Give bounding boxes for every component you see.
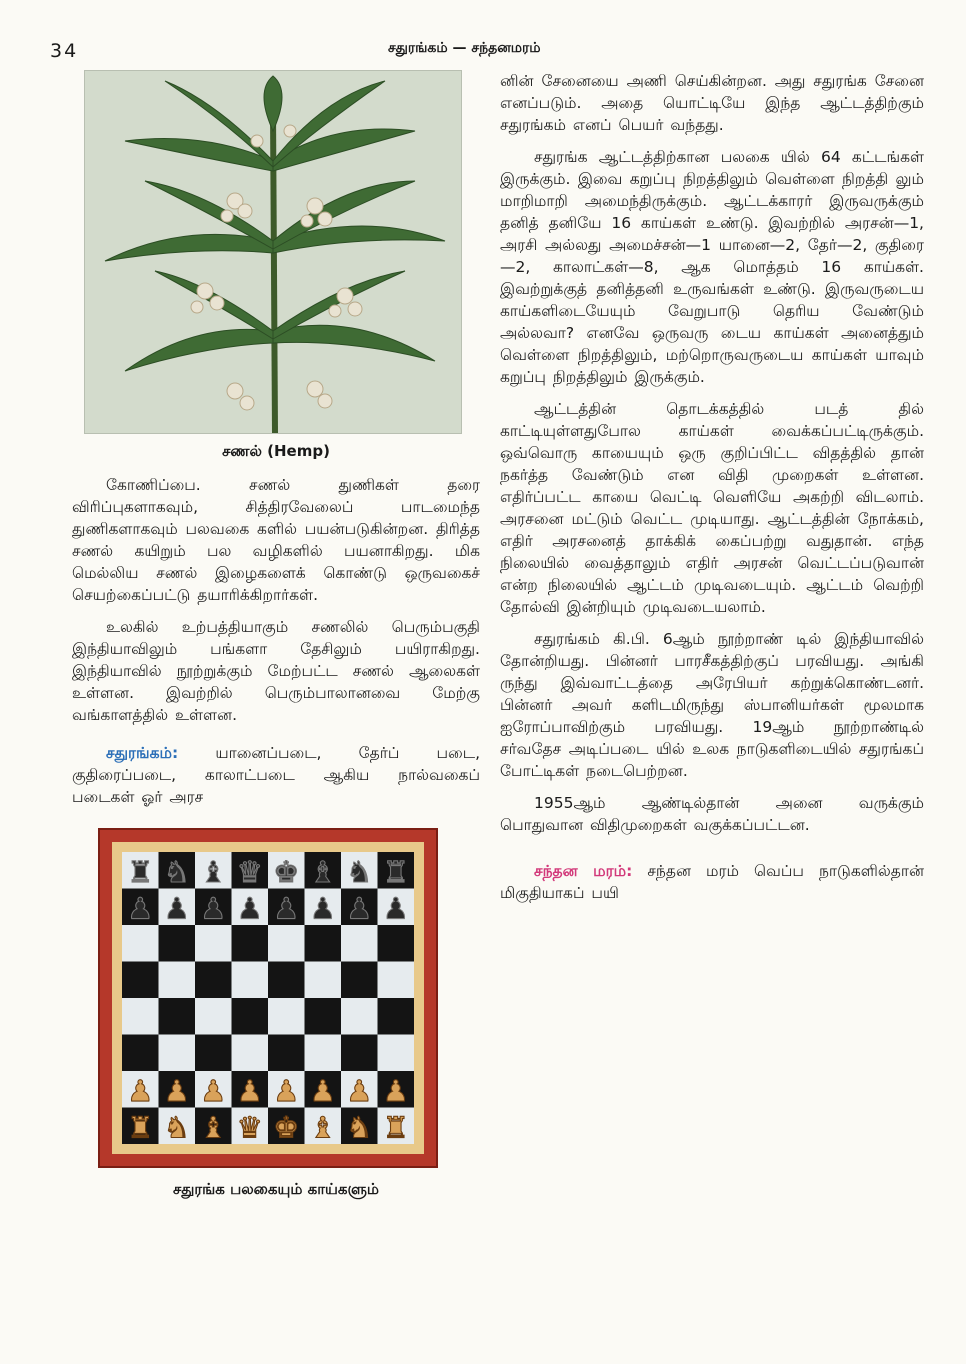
chessboard-illustration — [98, 828, 438, 1168]
sandalwood-paragraph — [500, 860, 924, 904]
board-square — [268, 925, 305, 962]
board-square — [122, 962, 159, 999]
chess-piece — [200, 855, 226, 889]
board-square — [159, 962, 196, 999]
chess-term: சதுரங்கம்: — [106, 744, 179, 762]
chess-piece — [383, 891, 409, 925]
chess-piece — [346, 1110, 372, 1144]
chess-piece — [200, 891, 226, 925]
chess-piece — [383, 1110, 409, 1144]
chessboard-drawing — [122, 852, 414, 1144]
board-square — [159, 1035, 196, 1072]
chess-piece — [273, 891, 299, 925]
chess-piece — [273, 855, 299, 889]
chess-piece — [310, 1110, 336, 1144]
board-square — [378, 998, 415, 1035]
board-square — [195, 998, 232, 1035]
board-square — [341, 925, 378, 962]
hemp-figure-caption: சணல் (Hemp) — [222, 442, 330, 460]
board-square — [341, 998, 378, 1035]
chess-piece — [273, 1110, 299, 1144]
chess-piece — [346, 855, 372, 889]
chess-piece — [310, 891, 336, 925]
chess-piece — [383, 855, 409, 889]
chess-piece — [310, 855, 336, 889]
board-square — [195, 925, 232, 962]
sandalwood-term: சந்தன மரம்: — [534, 862, 633, 880]
chess-piece — [346, 1074, 372, 1108]
board-square — [232, 998, 269, 1035]
board-square — [268, 998, 305, 1035]
hemp-paragraph-2: உலகில் உற்பத்தியாகும் சணலில் பெரும்பகுதி இந்தியாவிலும் பங்களா தேசிலும் பயிராகிறது. இந்தியாவில் நூற்றுக்கும் மேற்பட்ட சணல் ஆலைகள் உள்ளன. இவற்றில் பெரும்பாலானவை மேற்கு வங்காளத்தில் உள்ளன. — [72, 618, 480, 724]
right-column — [500, 70, 924, 914]
board-square — [232, 962, 269, 999]
chess-paragraph-3: ஆட்டத்தின் தொடக்கத்தில் படத் தில் காட்டியுள்ளதுபோல காய்கள் வைக்கப்பட்டிருக்கும். ஒவ்வொரு காயையும் ஒரு குறிப்பிட்ட விதத்தில் தான் நகர்த்த வேண்டும் என விதி முறைகள் உள்ளன. எதிர்ப்பட்ட காயை வெட்டி வெளியே அகற்றி விடலாம். அரசனை மட்டும் வெட்ட முடியாது. ஆட்டத்தின் நோக்கம், எதிர் அரசனைத் தாக்கிக் கைப்பற்று வதுதான். எந்த நிலையில் வைத்தாலும் எதிர் அரசன் வெட்டப்படுவான் என்ற நிலையில் ஆட்டம் முடிவடையும். ஆட்டம் வெற்றி தோல்வி இன்றியும் முடிவடையலாம். — [500, 400, 924, 616]
chess-piece — [127, 855, 153, 889]
board-square — [122, 998, 159, 1035]
chess-intro-text: யானைப்படை, தேர்ப் படை, குதிரைப்படை, காலாட்படை ஆகிய நால்வகைப் படைகள் ஓர் அரச — [72, 744, 480, 806]
chess-piece — [346, 891, 372, 925]
chessboard-caption: சதுரங்க பலகையும் காய்களும் — [173, 1180, 379, 1198]
board-square — [268, 1035, 305, 1072]
board-square — [122, 925, 159, 962]
chess-piece — [127, 1074, 153, 1108]
chess-piece — [383, 1074, 409, 1108]
board-square — [378, 962, 415, 999]
board-square — [305, 962, 342, 999]
chess-paragraph-1: னின் சேனையை அணி செய்கின்றன. அது சதுரங்க சேனை எனப்படும். அதை யொட்டியே இந்த ஆட்டத்திற்கும் சதுரங்கம் எனப் பெயர் வந்தது. — [500, 72, 924, 134]
chess-piece — [164, 891, 190, 925]
board-square — [378, 1035, 415, 1072]
board-square — [122, 1035, 159, 1072]
chess-piece — [164, 855, 190, 889]
board-square — [305, 1035, 342, 1072]
board-square — [341, 1035, 378, 1072]
board-square — [195, 1035, 232, 1072]
chess-piece — [237, 1110, 263, 1144]
chess-piece — [237, 891, 263, 925]
chess-piece — [127, 1110, 153, 1144]
board-square — [195, 962, 232, 999]
chess-piece — [164, 1074, 190, 1108]
chess-piece — [127, 891, 153, 925]
chess-paragraph-2: சதுரங்க ஆட்டத்திற்கான பலகை யில் 64 கட்டங்கள் இருக்கும். இவை கறுப்பு நிறத்திலும் வெள்ளை நிறத்தி லும் மாறிமாறி அமைந்திருக்கும். ஆட்டக்காரர் இருவருக்கும் தனித் தனியே 16 காய்கள் உண்டு. இவற்றில் அரசன்—1, அரசி அல்லது அமைச்சன்—1 யானை—2, தேர்—2, குதிரை—2, காலாட்கள்—8, ஆக மொத்தம் 16 காய்கள். இவற்றுக்குத் தனித்தனி உருவங்கள் உண்டு. இருவருடைய காய்களிடையேயும் வேறுபாடு தெரிய வேண்டும் அல்லவா? எனவே ஒருவரு டைய காய்கள் அனைத்தும் வெள்ளை நிறத்திலும், மற்றொருவருடைய காய்கள் யாவும் கறுப்பு நிறத்திலும் இருக்கும். — [500, 148, 924, 386]
hemp-plant-illustration — [84, 70, 462, 434]
hemp-plant-drawing — [85, 71, 461, 433]
page-number: 34 — [50, 40, 79, 62]
board-square — [268, 962, 305, 999]
board-square — [232, 925, 269, 962]
chess-piece — [200, 1074, 226, 1108]
hemp-paragraph-1: கோணிப்பை. சணல் துணிகள் தரை விரிப்புகளாகவும், சித்திரவேலைப் பாடமைந்த துணிகளாகவும் பலவகை களில் பயன்படுகின்றன. திரித்த சணல் கயிறும் பல வழிகளில் பயனாகிறது. மிக மெல்லிய சணல் இழைகளைக் கொண்டு ஒருவகைச் செயற்கைப்பட்டு தயாரிக்கிறார்கள். — [72, 476, 480, 604]
left-column — [72, 70, 480, 1200]
chessboard-border — [112, 842, 424, 1154]
chess-intro-paragraph — [72, 742, 480, 808]
board-square — [159, 998, 196, 1035]
board-square — [159, 925, 196, 962]
sandalwood-text: சந்தன மரம் வெப்ப நாடுகளில்தான் மிகுதியாகப் பயி — [500, 862, 925, 902]
board-square — [341, 962, 378, 999]
chess-piece — [237, 855, 263, 889]
chess-piece — [164, 1110, 190, 1144]
board-square — [232, 1035, 269, 1072]
chess-piece — [273, 1074, 299, 1108]
chess-piece — [237, 1074, 263, 1108]
chess-piece — [200, 1110, 226, 1144]
board-square — [378, 925, 415, 962]
running-head: சதுரங்கம் — சந்தனமரம் — [388, 40, 541, 56]
chess-paragraph-5: 1955ஆம் ஆண்டில்தான் அனை வருக்கும் பொதுவான விதிமுறைகள் வகுக்கப்பட்டன. — [500, 794, 924, 834]
board-square — [305, 925, 342, 962]
chess-piece — [310, 1074, 336, 1108]
chess-paragraph-4: சதுரங்கம் கி.பி. 6ஆம் நூற்றாண் டில் இந்தியாவில் தோன்றியது. பின்னர் பாரசீகத்திற்குப் பரவியது. அங்கி ருந்து இவ்வாட்டத்தை அரேபியர் கற்றுக்கொண்டனர். பின்னர் அவர் களிடமிருந்து ஸ்பானியர்கள் மூலமாக ஐரோப்பாவிற்கும் பரவியது. 19ஆம் நூற்றாண்டில் சர்வதேச அடிப்படை யில் உலக நாடுகளிடையில் சதுரங்கப் போட்டிகள் நடைபெற்றன. — [500, 630, 924, 780]
board-square — [305, 998, 342, 1035]
